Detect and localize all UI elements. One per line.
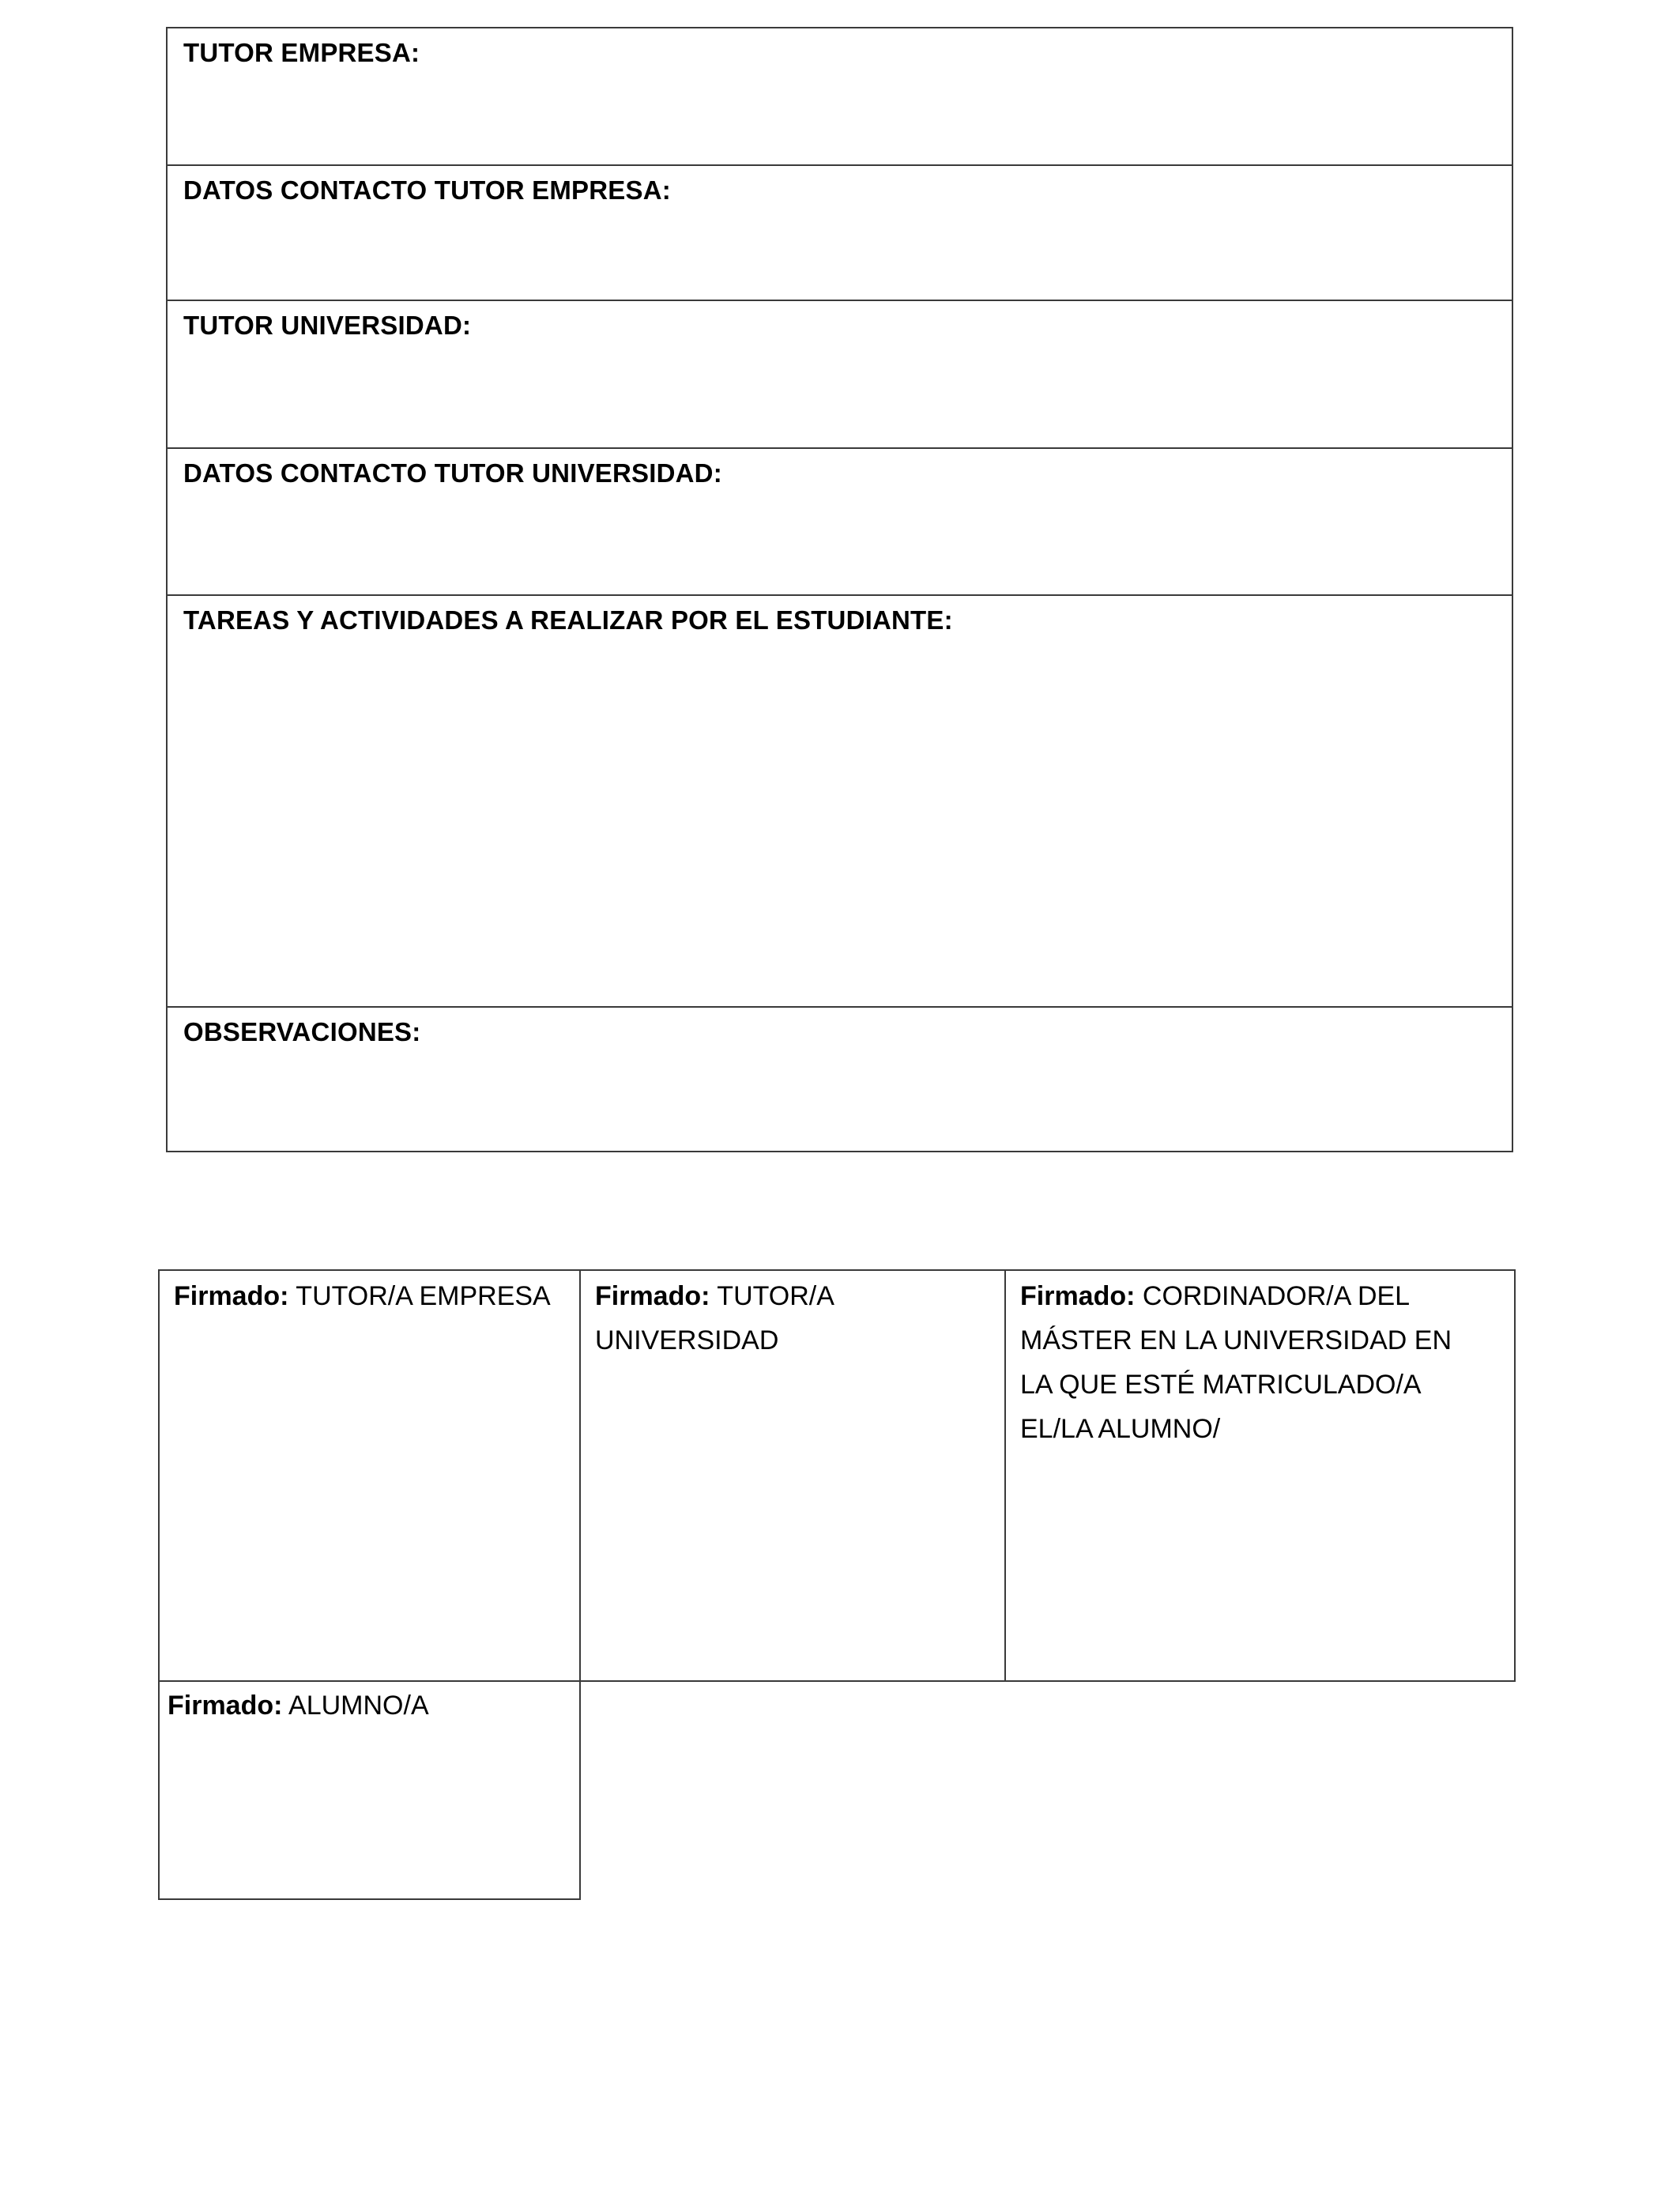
row-label: DATOS CONTACTO TUTOR UNIVERSIDAD: — [183, 458, 722, 488]
form-table — [166, 27, 1513, 1152]
signature-role: TUTOR/A UNIVERSIDAD — [595, 1281, 834, 1355]
row-observaciones[interactable] — [168, 1006, 1512, 1151]
signature-table — [158, 1269, 1516, 1682]
signed-prefix: Firmado: — [1020, 1281, 1136, 1311]
row-datos-contacto-tutor-universidad[interactable] — [168, 447, 1512, 594]
signature-cell-tutor-universidad[interactable] — [581, 1271, 1006, 1680]
signed-prefix: Firmado: — [174, 1281, 289, 1311]
signature-cell-tutor-empresa[interactable] — [160, 1271, 581, 1680]
row-tutor-universidad[interactable] — [168, 300, 1512, 447]
row-label: TUTOR EMPRESA: — [183, 38, 420, 67]
signature-cell-coordinador[interactable] — [1006, 1271, 1514, 1680]
signed-prefix: Firmado: — [595, 1281, 710, 1311]
signature-role: ALUMNO/A — [288, 1691, 429, 1721]
row-tareas-actividades[interactable] — [168, 594, 1512, 1006]
row-tutor-empresa[interactable] — [168, 28, 1512, 164]
signature-role: CORDINADOR/A DEL MÁSTER EN LA UNIVERSIDAD EN LA QUE ESTÉ MATRICULADO/A EL/LA ALUMNO/ — [1020, 1281, 1452, 1444]
signature-cell-alumno[interactable] — [158, 1680, 581, 1900]
signed-prefix: Firmado: — [168, 1691, 283, 1721]
row-datos-contacto-tutor-empresa[interactable] — [168, 164, 1512, 300]
row-label: DATOS CONTACTO TUTOR EMPRESA: — [183, 175, 671, 205]
row-label: TAREAS Y ACTIVIDADES A REALIZAR POR EL ESTUDIANTE: — [183, 605, 953, 635]
row-label: TUTOR UNIVERSIDAD: — [183, 311, 472, 340]
signature-role: TUTOR/A EMPRESA — [296, 1281, 551, 1311]
row-label: OBSERVACIONES: — [183, 1017, 421, 1046]
